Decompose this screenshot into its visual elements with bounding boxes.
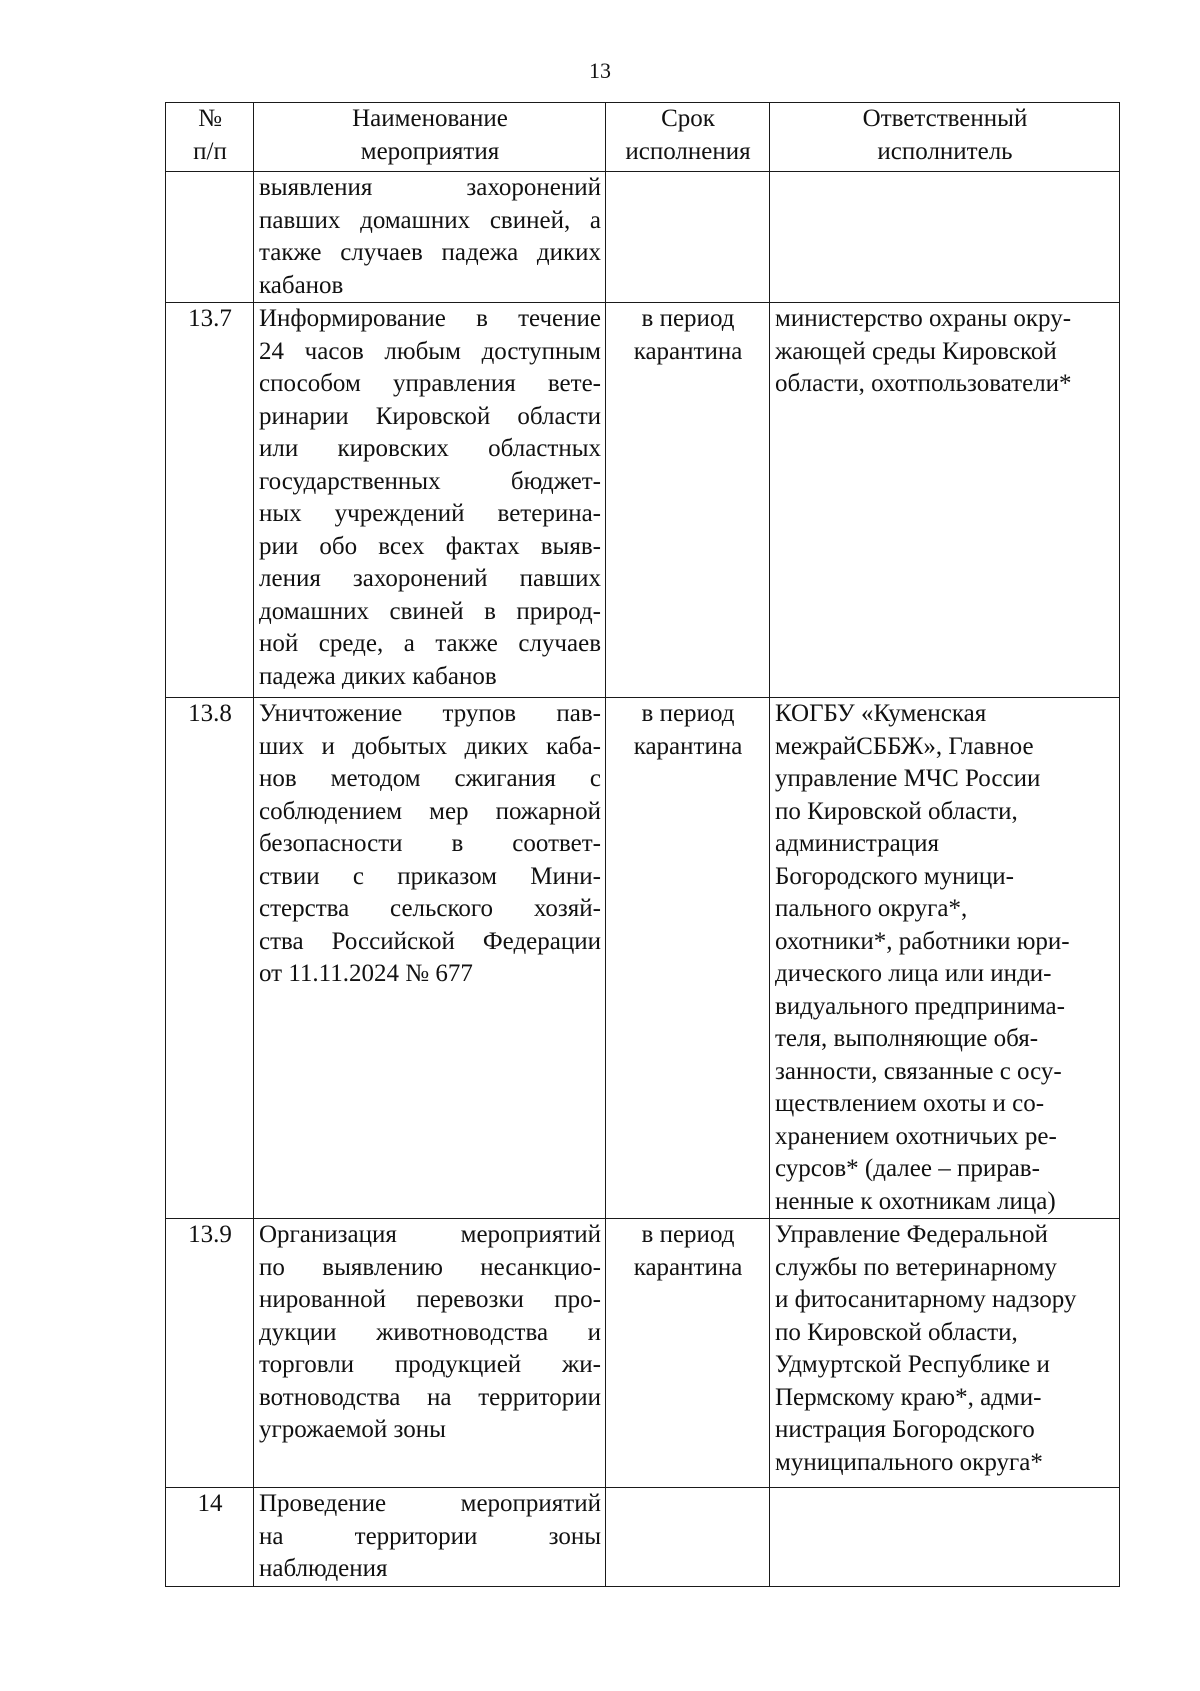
text-line: выявления захоронений [259, 174, 601, 201]
text-line: нированной перевозки про- [259, 1286, 601, 1313]
text-line: государственных бюджет- [259, 467, 601, 495]
text-line: Удмуртской Республике и [775, 1351, 1050, 1378]
text-line: от 11.11.2024 № 677 [259, 960, 473, 987]
responsible-cell [770, 1488, 1120, 1587]
text-line: по выявлению несанкцио- [259, 1253, 601, 1281]
deadline-cell [606, 698, 770, 1219]
text-line: павших домашних свиней, а [259, 206, 601, 234]
table-row [166, 1488, 1120, 1587]
text-line: в период [641, 305, 735, 332]
header-line: исполнения [625, 137, 751, 165]
text-line: домашних свиней в природ- [259, 597, 601, 625]
text-line: карантина [633, 1253, 743, 1281]
text-line: стерства сельского хозяй- [259, 895, 601, 922]
text-line: по Кировской области, [775, 797, 1018, 825]
text-line: рии обо всех фактах выяв- [259, 532, 601, 560]
measure-name-cell [254, 698, 606, 1219]
text-line: ления захоронений павших [259, 565, 601, 592]
header-deadline [606, 103, 770, 172]
text-line: вотноводства на территории [259, 1383, 601, 1411]
header-number [166, 103, 254, 172]
text-line: и фитосанитарному надзору [775, 1286, 1077, 1313]
text-line: занности, связанные с осу- [775, 1057, 1062, 1085]
measure-name-cell [254, 172, 606, 303]
text-line: ринарии Кировской области [259, 402, 601, 430]
page-number: 13 [589, 58, 611, 83]
header-line: п/п [193, 137, 227, 165]
deadline-cell [606, 172, 770, 303]
header-line: исполнитель [877, 137, 1013, 165]
text-line: падежа диких кабанов [259, 662, 497, 690]
text-line: торговли продукцией жи- [259, 1351, 601, 1378]
header-line: № [198, 105, 222, 132]
text-line: министерство охраны окру- [775, 305, 1072, 332]
text-line: карантина [633, 337, 743, 365]
row-number-cell: 13.9 [166, 1219, 254, 1488]
text-line: ных учреждений ветерина- [259, 500, 601, 527]
table-row [166, 172, 1120, 303]
responsible-cell [770, 172, 1120, 303]
deadline-cell [606, 1219, 770, 1488]
header-line: Срок [661, 105, 715, 132]
text-line: ших и добытых диких каба- [259, 732, 601, 760]
text-line: Организация мероприятий [259, 1221, 601, 1248]
text-line: нистрация Богородского [775, 1416, 1035, 1443]
text-line: 24 часов любым доступным [259, 337, 601, 365]
text-line: по Кировской области, [775, 1318, 1018, 1346]
text-line: Управление Федеральной [775, 1221, 1048, 1248]
header-responsible [770, 103, 1120, 172]
text-line: дукции животноводства и [259, 1318, 601, 1346]
text-line: видуального предпринима- [775, 992, 1065, 1020]
table-row [166, 1219, 1120, 1488]
text-line: Богородского муници- [775, 862, 1015, 890]
text-line: ствии с приказом Мини- [259, 862, 601, 890]
text-line: ществлением охоты и со- [775, 1090, 1045, 1117]
header-measure-name [254, 103, 606, 172]
measure-name-cell [254, 303, 606, 698]
text-line: жающей среды Кировской [775, 337, 1057, 365]
text-line: управление МЧС России [775, 765, 1041, 792]
responsible-cell [770, 698, 1120, 1219]
text-line: теля, выполняющие обя- [775, 1025, 1039, 1052]
table-header-row [166, 103, 1120, 172]
text-line: ненные к охотникам лица) [775, 1187, 1056, 1215]
header-line: мероприятия [360, 137, 500, 165]
text-line: также случаев падежа диких [259, 239, 601, 266]
deadline-cell [606, 303, 770, 698]
measures-table [165, 102, 1120, 1587]
header-line: Наименование [352, 105, 508, 132]
text-line: ной среде, а также случаев [259, 630, 601, 657]
row-number-cell [166, 172, 254, 303]
text-line: охотники*, работники юри- [775, 927, 1070, 955]
text-line: дического лица или инди- [775, 960, 1052, 987]
text-line: карантина [633, 732, 743, 760]
text-line: угрожаемой зоны [259, 1416, 446, 1443]
table-row [166, 303, 1120, 698]
deadline-cell [606, 1488, 770, 1587]
text-line: муниципального округа* [775, 1448, 1043, 1476]
text-line: Уничтожение трупов пав- [259, 700, 601, 727]
text-line: хранением охотничьих ре- [775, 1122, 1057, 1150]
text-line: пального округа*, [775, 895, 968, 922]
text-line: области, охотпользователи* [775, 370, 1072, 397]
text-line: способом управления вете- [259, 370, 601, 397]
text-line: ства Российской Федерации [259, 927, 601, 955]
text-line: нов методом сжигания с [259, 765, 601, 792]
text-line: Пермскому краю*, адми- [775, 1383, 1042, 1411]
text-line: КОГБУ «Куменская [775, 700, 987, 727]
text-line: или кировских областных [259, 435, 601, 462]
text-line: соблюдением мер пожарной [259, 797, 601, 825]
header-line: Ответственный [862, 105, 1028, 132]
text-line: сурсов* (далее – прирав- [775, 1155, 1040, 1182]
measure-name-cell [254, 1219, 606, 1488]
text-line: службы по ветеринарному [775, 1253, 1057, 1281]
text-line: администрация [775, 830, 939, 857]
text-line: в период [641, 1221, 735, 1248]
text-line: наблюдения [259, 1555, 388, 1582]
row-number-cell: 13.7 [166, 303, 254, 698]
text-line: в период [641, 700, 735, 727]
text-line: кабанов [259, 271, 344, 299]
text-line: межрайСББЖ», Главное [775, 732, 1034, 760]
responsible-cell [770, 303, 1120, 698]
measure-name-cell [254, 1488, 606, 1587]
text-line: Информирование в течение [259, 305, 601, 332]
text-line: Проведение мероприятий [259, 1490, 601, 1517]
text-line: на территории зоны [259, 1522, 601, 1550]
table-row [166, 698, 1120, 1219]
text-line: безопасности в соответ- [259, 830, 601, 857]
row-number-cell: 14 [166, 1488, 254, 1587]
responsible-cell [770, 1219, 1120, 1488]
row-number-cell: 13.8 [166, 698, 254, 1219]
